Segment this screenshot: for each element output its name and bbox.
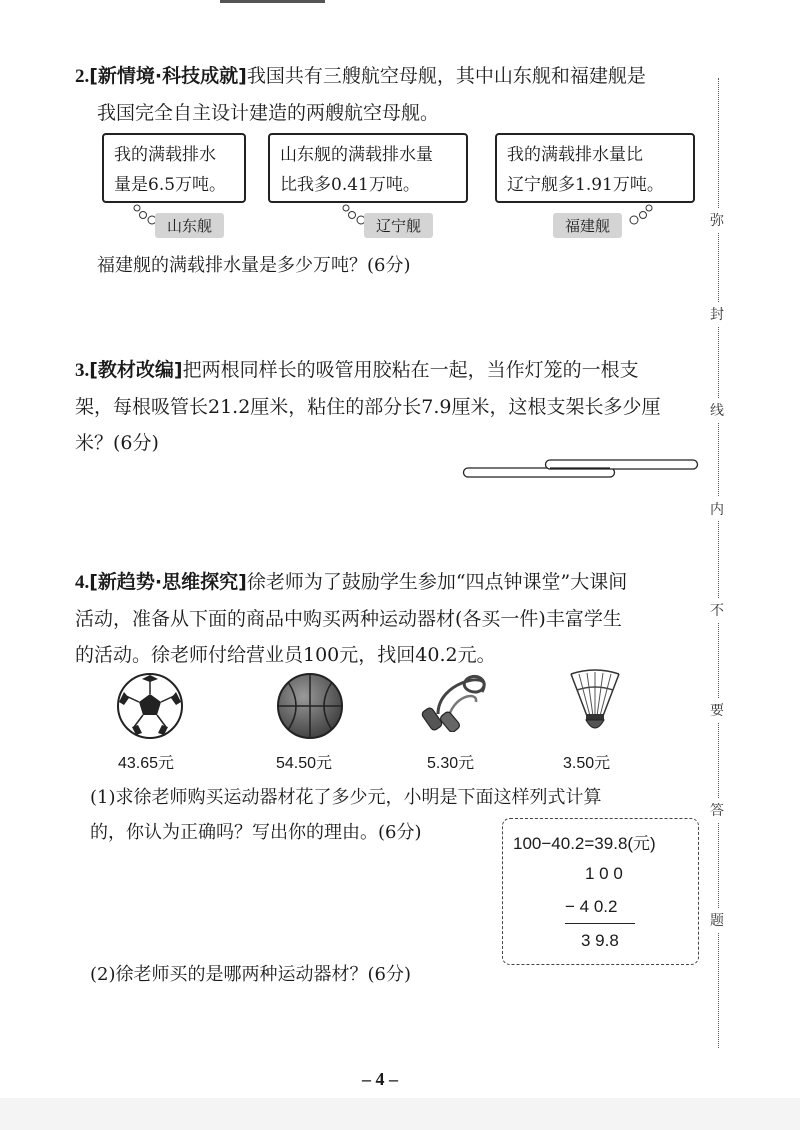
seal-char: 封: [710, 302, 724, 326]
question-text: 我国完全自主设计建造的两艘航空母舰。: [97, 102, 440, 124]
straw-support-diagram: [460, 455, 705, 485]
seal-char: 不: [710, 598, 724, 622]
calc-rule: [565, 923, 635, 924]
question-text: 米？(6分): [75, 432, 159, 454]
bubble-line: 辽宁舰多1.91万吨。: [507, 175, 664, 195]
question-text: 活动，准备从下面的商品中购买两种运动器材(各买一件)丰富学生: [75, 608, 622, 630]
price-label: 54.50元: [276, 755, 333, 772]
sub-question-1-line: (1)求徐老师购买运动器材花了多少元，小明是下面这样列式计算: [90, 787, 602, 808]
question-4: [75, 564, 715, 673]
top-rule: [220, 0, 325, 3]
bubble-line: 我的满载排水: [114, 145, 216, 165]
calc-equation: 100−40.2=39.8(元): [513, 834, 656, 853]
soccer-ball-icon: [116, 672, 184, 740]
seal-char: 要: [710, 698, 724, 722]
question-text: 徐老师为了鼓励学生参加“四点钟课堂”大课间: [246, 571, 628, 593]
calc-result: 3 9.8: [581, 931, 619, 950]
question-text: 把两根同样长的吸管用胶粘在一起，当作灯笼的一根支: [182, 359, 639, 381]
question-number: 2.: [75, 66, 90, 87]
seal-char: 内: [710, 497, 724, 521]
basketball-icon: [276, 672, 344, 740]
bubble-line: 山东舰的满载排水量: [280, 145, 433, 165]
price-label: 5.30元: [427, 755, 475, 772]
ship-label: 福建舰: [553, 213, 622, 238]
ship-label: 山东舰: [155, 213, 224, 238]
seal-char: 线: [710, 398, 724, 422]
question-tag: [新情境·科技成就]: [89, 65, 247, 87]
question-2: [75, 58, 715, 131]
question-number: 3.: [75, 360, 90, 381]
speech-bubble-liaoning: [268, 133, 468, 203]
bubble-line: 比我多0.41万吨。: [280, 175, 420, 195]
sub-question-1-line: 的，你认为正确吗？写出你的理由。(6分): [90, 822, 422, 843]
page-number: – 4 –: [362, 1069, 398, 1089]
question-tag: [新趋势·思维探究]: [89, 571, 247, 593]
question-prompt: 福建舰的满载排水量是多少万吨？(6分): [97, 255, 411, 276]
seal-char: 答: [710, 798, 724, 822]
sub-question-2: (2)徐老师买的是哪两种运动器材？(6分): [90, 964, 411, 985]
calc-top-number: 1 0 0: [585, 864, 623, 883]
question-number: 4.: [75, 572, 90, 593]
calculation-box: [502, 818, 699, 965]
speech-bubble-shandong: [102, 133, 246, 203]
shuttlecock-icon: [565, 668, 625, 738]
price-label: 3.50元: [563, 755, 611, 772]
question-text: 架，每根吸管长21.2厘米，粘住的部分长7.9厘米，这根支架长多少厘: [75, 396, 661, 418]
bubble-line: 量是6.5万吨。: [114, 175, 227, 195]
calc-subtrahend: − 4 0.2: [565, 897, 618, 916]
question-text: 我国共有三艘航空母舰，其中山东舰和福建舰是: [246, 65, 646, 87]
question-3: [75, 352, 715, 461]
question-tag: [教材改编]: [89, 359, 183, 381]
bubble-line: 我的满载排水量比: [507, 145, 643, 165]
thought-dots-icon: [620, 202, 656, 226]
question-text: 的活动。徐老师付给营业员100元，找回40.2元。: [75, 644, 496, 666]
jump-rope-icon: [418, 672, 498, 732]
price-label: 43.65元: [118, 755, 175, 772]
bottom-shade: [0, 1098, 800, 1130]
ship-label: 辽宁舰: [364, 213, 433, 238]
speech-bubble-fujian: [495, 133, 695, 203]
seal-char: 弥: [710, 208, 724, 232]
seal-char: 题: [710, 908, 724, 932]
